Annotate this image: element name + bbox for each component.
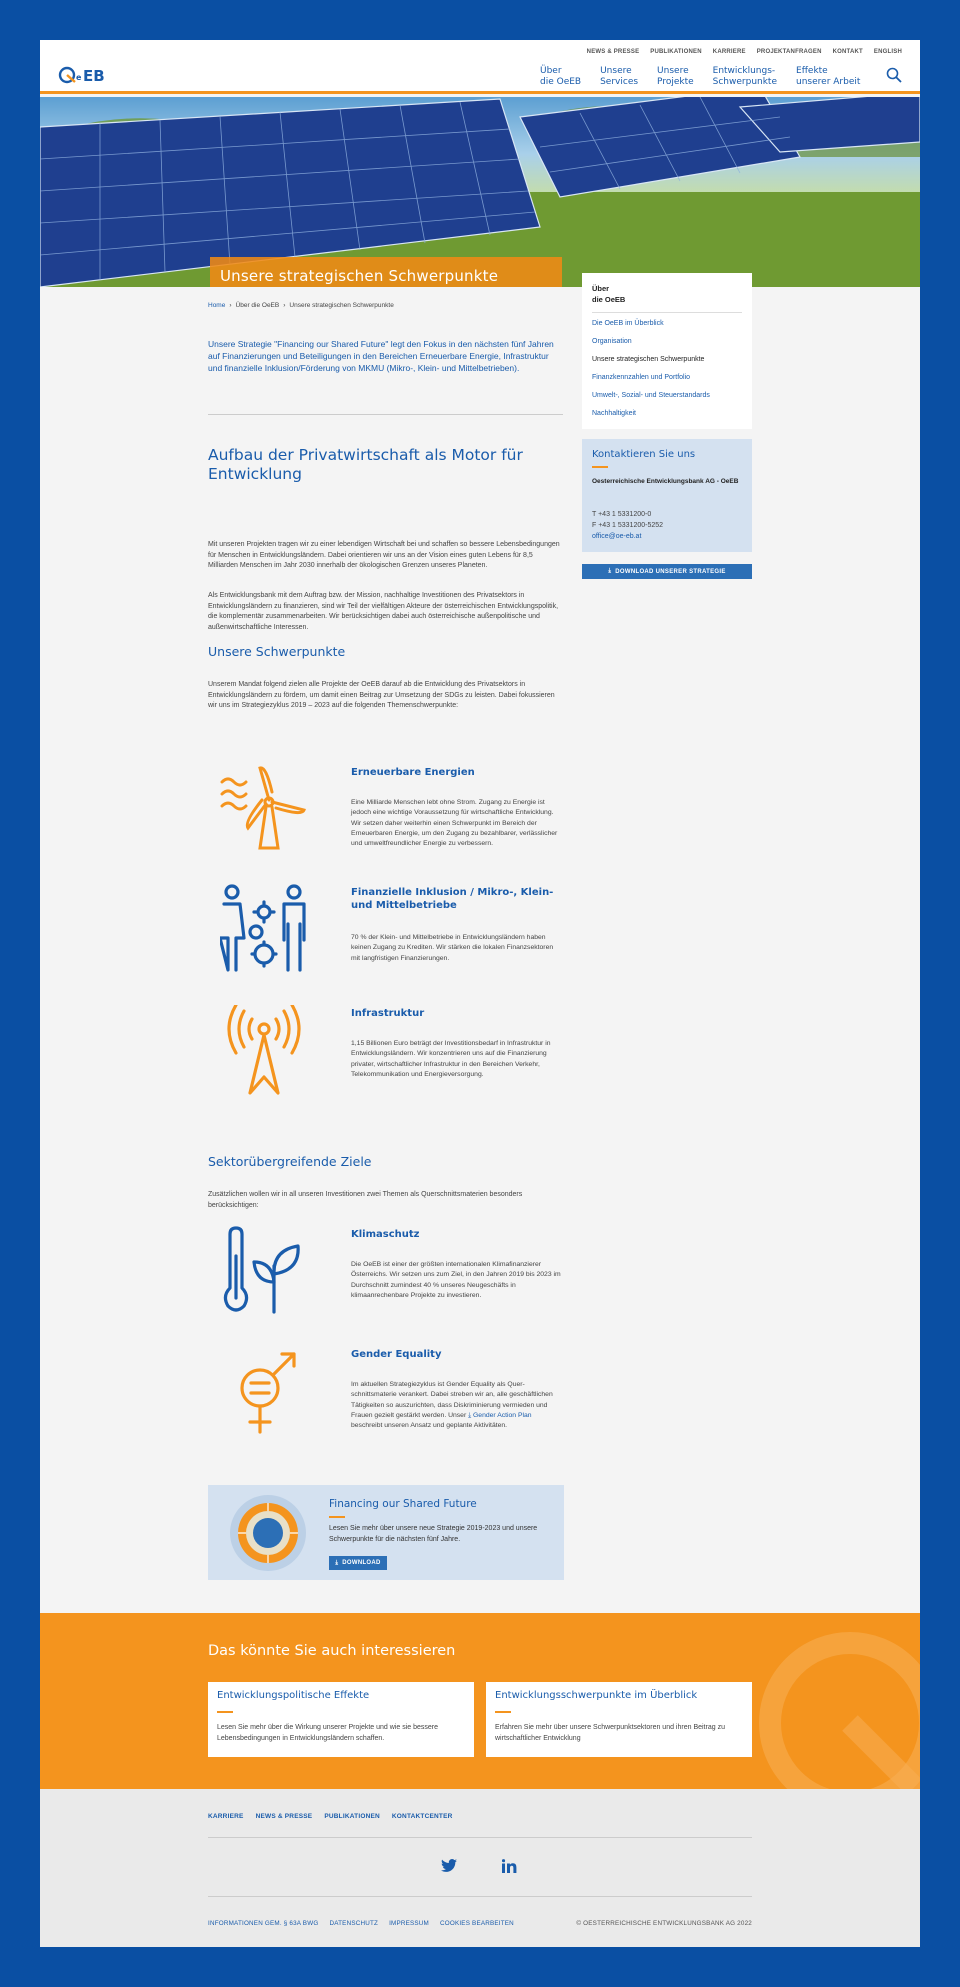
intro-text: Unsere Strategie "Financing our Shared Future" legt den Fokus in den nächsten fünf Jahren auf Finanzierungen und Beteiligungen in den Bereichen Erneuerbare Energie, Infrastruktur und finanzielle Inklusion/Förderung von MKMU (Mikro-, Klein- und Mittelbetrieben). [208, 339, 554, 373]
footer-link-publications[interactable]: PUBLIKATIONEN [324, 1813, 380, 1820]
footer-link-privacy[interactable]: DATENSCHUTZ [329, 1920, 379, 1927]
section1-paragraph-1: Mit unseren Projekten tragen wir zu einer lebendigen Wirtschaft bei und schaffen so bessere Lebensbedingungen für Menschen in Entwicklungsländern. Dabei orientieren wir uns an der Vision eines guten Lebens für 8,5 Milliarden Menschen im Jahr 2030 innerhalb der ökologischen Grenzen unseres Planeten. [208, 541, 560, 569]
card-title: Entwicklungspolitische Effekte [217, 1690, 370, 1701]
divider [592, 312, 742, 313]
gender-action-plan-link[interactable]: ⤓ Gender Action Plan [468, 1411, 532, 1419]
gender-equality-icon [220, 1346, 308, 1436]
divider [208, 1837, 752, 1838]
theme-title-financial-inclusion: Finanzielle Inklusion / Mikro-, Klein- und Mittelbetriebe [351, 887, 554, 911]
theme-title-renewables: Erneuerbare Energien [351, 767, 475, 778]
contact-email[interactable]: office@oe-eb.at [592, 533, 642, 540]
download-icon: ⤓ [335, 1559, 339, 1566]
mainnav-effects[interactable]: Effekte unserer Arbeit [796, 66, 861, 87]
site-footer [40, 1789, 920, 1947]
sidebar-item-strategic-focus[interactable]: Unsere strategischen Schwerpunkte [592, 356, 705, 363]
section3-paragraph: Zusätzlichen wollen wir in all unseren Investitionen zwei Themen als Querschnittsmaterien besonders berücksichtigen: [208, 1191, 523, 1209]
breadcrumb-home[interactable]: Home [208, 302, 226, 309]
chevron-right-icon: › [283, 302, 286, 309]
accent-rule [495, 1711, 511, 1713]
card-title: Entwicklungsschwerpunkte im Überblick [495, 1690, 698, 1701]
logo[interactable] [58, 65, 120, 85]
theme-title-climate: Klimaschutz [351, 1229, 420, 1240]
sidebar-item-financials[interactable]: Finanzkennzahlen und Portfolio [592, 374, 691, 381]
mainnav-about[interactable]: Über die OeEB [540, 66, 582, 87]
topnav-english[interactable]: ENGLISH [873, 49, 902, 55]
strategy-cover-image [230, 1495, 306, 1571]
contact-organisation: Oesterreichische Entwicklungsbank AG - OeEB [592, 478, 739, 485]
hero-title: Unsere strategischen Schwerpunkte [210, 257, 562, 287]
svg-text:e: e [76, 73, 82, 82]
divider [208, 414, 563, 415]
related-content [40, 1613, 920, 1789]
related-card-focus[interactable] [486, 1682, 752, 1757]
download-strategy-button[interactable] [582, 564, 752, 579]
contact-box [582, 439, 752, 552]
thermometer-plant-icon [220, 1226, 308, 1316]
logo-mark-icon [58, 65, 120, 85]
page [40, 40, 920, 1947]
sidebar-nav [582, 273, 752, 429]
footer-link-news[interactable]: NEWS & PRESSE [255, 1813, 313, 1820]
main-nav [540, 66, 879, 88]
download-icon: ⤓ [608, 568, 612, 574]
svg-text:EB: EB [83, 67, 105, 85]
topnav-contact[interactable]: KONTAKT [832, 49, 863, 55]
contact-title: Kontaktieren Sie uns [592, 449, 696, 460]
divider [208, 1896, 752, 1897]
related-card-effects[interactable] [208, 1682, 474, 1757]
theme-text-climate: Die OeEB ist einer der größten internationalen Klimafinanzierer Österreichs. Wir setzen uns zum Ziel, in den Jahren 2019 bis 2023 im Durchschnitt zumindest 40 % unseres Neugeschäfts in klimaanrechenbare Projekte zu investieren. [351, 1261, 561, 1299]
section-title-private-sector: Aufbau der Privatwirtschaft als Motor für Entwicklung [208, 446, 523, 483]
promo-title: Financing our Shared Future [329, 1498, 477, 1510]
theme-text-financial-inclusion: 70 % der Klein- und Mittelbetriebe in Entwicklungsländern haben keinen Zugang zu Krediten. Wir stärken die lokalen Finanzsektoren mit langfristigen Finanzierungen. [351, 934, 554, 962]
footer-link-info-bwg[interactable]: INFORMATIONEN GEM. § 63A BWG [208, 1920, 319, 1927]
card-text: Lesen Sie mehr über die Wirkung unserer Projekte und wie sie bessere Lebensbedingungen in Entwicklungsländern schaffen. [217, 1724, 439, 1742]
theme-text-infrastructure: 1,15 Billionen Euro beträgt der Investitionsbedarf in Infrastruktur in Entwicklungsländern. Wir konzentrieren uns auf die Finanzierung privater, wirtschaftlicher Infrastruktur in den Bereichen Verkehr, Telekommunikation und Energieversorgung. [351, 1040, 551, 1078]
mainnav-focus[interactable]: Entwicklungs- Schwerpunkte [712, 66, 778, 87]
site-header [40, 40, 920, 94]
strategy-wheel-icon [230, 1495, 306, 1571]
footer-link-cookies[interactable]: COOKIES BEARBEITEN [440, 1920, 514, 1927]
sidebar-item-sustainability[interactable]: Nachhaltigkeit [592, 410, 636, 417]
accent-rule [217, 1711, 233, 1713]
topnav-publications[interactable]: PUBLIKATIONEN [650, 49, 702, 55]
contact-fax: F +43 1 5331200-5252 [592, 522, 664, 529]
topnav-project-requests[interactable]: PROJEKTANFRAGEN [756, 49, 822, 55]
mainnav-services[interactable]: Unsere Services [600, 66, 639, 87]
promo-download-button[interactable] [329, 1556, 387, 1570]
hero-image [40, 97, 920, 287]
section-title-cross-sector: Sektorübergreifende Ziele [208, 1154, 372, 1169]
contact-phone[interactable]: T +43 1 5331200-0 [592, 511, 652, 518]
breadcrumb-current: Unsere strategischen Schwerpunkte [289, 302, 394, 309]
theme-title-infrastructure: Infrastruktur [351, 1008, 425, 1019]
card-text: Erfahren Sie mehr über unsere Schwerpunktsektoren und ihren Beitrag zu wirtschaftlicher Entwicklung [495, 1724, 725, 1742]
theme-text-gender [351, 1380, 563, 1431]
promo-download-label: DOWNLOAD [342, 1560, 381, 1566]
wind-turbine-icon [220, 762, 308, 852]
sidebar-item-organisation[interactable]: Organisation [592, 338, 632, 345]
theme-title-gender: Gender Equality [351, 1349, 442, 1360]
section1-paragraph-2: Als Entwicklungsbank mit dem Auftrag bzw. der Mission, nachhaltige Investitionen des Privatsektors in Entwicklungsländern zu finanzieren, sind wir Teil der vielfältigen Akteure der österreichischen Entwicklungspolitik, die komplementär zusammenarbeiten. Wir berücksichtigen dabei auch österreichische außenpolitische und außenwirtschaftliche Interessen. [208, 592, 559, 631]
topnav-news[interactable]: NEWS & PRESSE [586, 49, 640, 55]
sidebar-heading: Über die OeEB [592, 284, 626, 304]
antenna-tower-icon [220, 1005, 308, 1095]
copyright: © OESTERREICHISCHE ENTWICKLUNGSBANK AG 2022 [576, 1920, 752, 1927]
gender-text-before: Im aktuellen Strategiezyklus ist Gender Equality als Querschnittsmaterie verankert. Dabei streben wir an, alle geschäftlichen Tätigkeiten so auszurichten, dass Diskriminierung vermieden und Frauen gezielt gestärkt werden. Unser [351, 1381, 553, 1419]
topnav-career[interactable]: KARRIERE [712, 49, 746, 55]
download-strategy-label: DOWNLOAD UNSERER STRATEGIE [615, 568, 726, 575]
people-gears-icon [220, 884, 308, 974]
footer-link-contact-center[interactable]: KONTAKTCENTER [391, 1813, 453, 1820]
accent-rule [592, 466, 608, 468]
breadcrumb-parent[interactable]: Über die OeEB [235, 302, 280, 309]
twitter-icon[interactable] [441, 1859, 457, 1873]
section-title-focus: Unsere Schwerpunkte [208, 644, 346, 659]
theme-text-renewables: Eine Milliarde Menschen lebt ohne Strom. Zugang zu Energie ist jedoch eine wichtige Voraussetzung für wirtschaftliche Entwicklung. Wir setzen daher weiterhin einen Schwerpunkt im Bereich der Erneuerbaren Energie, um den Zugang zu bezahlbarer, verlässlicher und umweltfreundlicher Energie zu verbessern. [351, 799, 558, 848]
gender-text-after: beschreibt unseren Ansatz und geplante Aktivitäten. [351, 1422, 508, 1430]
section2-paragraph: Unserem Mandat folgend zielen alle Projekte der OeEB darauf ab die Entwicklung des Privatsektors in Entwicklungsländern zu fördern, um damit einen Beitrag zur Umsetzung der SDGs zu leisten. Dabei fokussieren wir uns im Strategiezyklus 2019 – 2023 auf die folgenden Themenschwerpunkte: [208, 681, 555, 709]
top-utility-nav [587, 49, 902, 55]
linkedin-icon[interactable] [502, 1859, 518, 1873]
sidebar-item-standards[interactable]: Umwelt-, Sozial- und Steuerstandards [592, 392, 710, 399]
chevron-right-icon: › [229, 302, 232, 309]
sidebar-item-overview[interactable]: Die OeEB im Überblick [592, 320, 664, 327]
footer-link-imprint[interactable]: IMPRESSUM [389, 1920, 429, 1927]
promo-text: Lesen Sie mehr über unsere neue Strategie 2019-2023 und unsere Schwerpunkte für die nächsten fünf Jahre. [329, 1525, 538, 1543]
strategy-promo [208, 1485, 564, 1580]
mainnav-projects[interactable]: Unsere Projekte [657, 66, 694, 87]
footer-nav [208, 1813, 453, 1820]
footer-link-career[interactable]: KARRIERE [208, 1813, 244, 1820]
related-title: Das könnte Sie auch interessieren [208, 1643, 456, 1659]
footer-legal-nav [208, 1920, 514, 1927]
breadcrumb [208, 302, 394, 309]
search-icon[interactable] [886, 67, 902, 83]
accent-rule [329, 1516, 345, 1518]
